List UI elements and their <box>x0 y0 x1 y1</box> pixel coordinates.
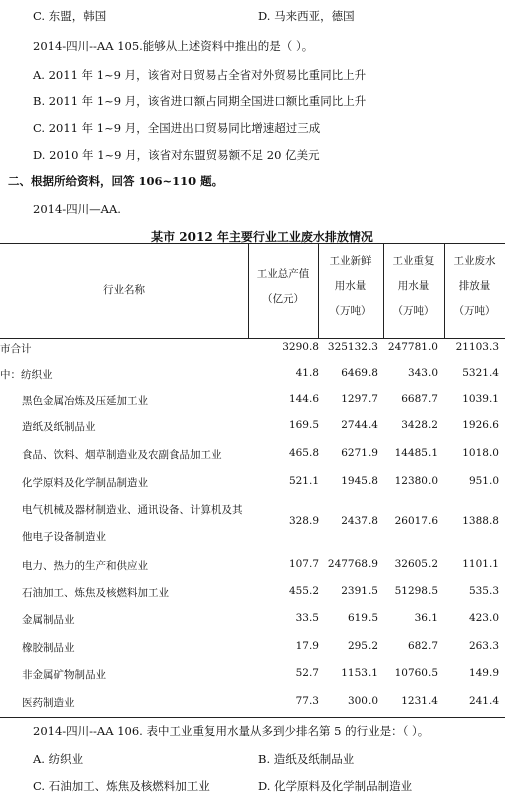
table-cell-value: 535.3 <box>468 585 499 597</box>
table-bottom-border <box>0 717 505 718</box>
table-cell-value: 21103.3 <box>455 341 499 353</box>
header-line: 用水量 <box>334 280 367 292</box>
table-cell-value: 465.8 <box>288 447 319 459</box>
header-line: 用水量 <box>397 280 430 292</box>
table-cell-value: 32605.2 <box>394 558 438 570</box>
table-cell-value: 619.5 <box>347 612 378 624</box>
table-row-name: 非金属矿物制品业 <box>22 669 106 681</box>
question-106-stem: 2014-四川--AA 106. 表中工业重复用水量从多到少排名第 5 的行业是：（ ）。 <box>33 724 430 738</box>
table-cell-value: 12380.0 <box>394 475 438 487</box>
table-cell-value: 169.5 <box>288 419 319 431</box>
table-top-border <box>0 243 505 244</box>
table-row-name: 市合计 <box>0 343 32 355</box>
table-row-name: 黑色金属冶炼及压延加工业 <box>22 395 148 407</box>
header-line: （万吨） <box>329 305 372 317</box>
question-105-option-a: A. 2011 年 1~9 月，该省对日贸易占全省对外贸易比重同比上升 <box>33 68 367 82</box>
table-cell-value: 77.3 <box>295 695 319 707</box>
table-cell-value: 17.9 <box>295 640 319 652</box>
header-line: 工业新鲜 <box>329 255 372 267</box>
table-cell-value: 41.8 <box>295 367 319 379</box>
table-cell-value: 1153.1 <box>341 667 378 679</box>
header-line: （万吨） <box>392 305 435 317</box>
table-cell-value: 1039.1 <box>462 393 499 405</box>
table-cell-value: 5321.4 <box>462 367 499 379</box>
option-d-prev: D. 马来西亚，德国 <box>258 9 355 23</box>
table-cell-value: 241.4 <box>468 695 499 707</box>
header-reuse-water <box>383 249 444 324</box>
table-cell-value: 295.2 <box>347 640 378 652</box>
table-cell-value: 328.9 <box>288 515 319 527</box>
table-cell-value: 33.5 <box>295 612 319 624</box>
table-cell-value: 51298.5 <box>394 585 438 597</box>
question-106-option-a: A. 纺织业 <box>33 752 84 766</box>
table-row-name: 石油加工、炼焦及核燃料加工业 <box>22 587 169 599</box>
header-wastewater <box>444 249 505 324</box>
question-106-option-c: C. 石油加工、炼焦及核燃料加工业 <box>33 779 210 793</box>
header-fresh-water <box>318 249 383 324</box>
table-row-name: 食品、饮料、烟草制造业及农副食品加工业 <box>22 449 222 461</box>
table-cell-value: 1018.0 <box>462 447 499 459</box>
header-line: 排放量 <box>458 280 491 292</box>
table-cell-value: 10760.5 <box>394 667 438 679</box>
question-106-option-d: D. 化学原料及化学制品制造业 <box>258 779 413 793</box>
table-row-name-cont: 他电子设备制造业 <box>22 531 106 543</box>
table-cell-value: 455.2 <box>288 585 319 597</box>
table-cell-value: 423.0 <box>468 612 499 624</box>
table-row-name: 电气机械及器材制造业、通讯设备、计算机及其 <box>22 504 243 516</box>
table-cell-value: 343.0 <box>407 367 438 379</box>
table-row-name: 电力、热力的生产和供应业 <box>22 560 148 572</box>
header-line: （亿元） <box>262 293 304 305</box>
table-cell-value: 521.1 <box>288 475 319 487</box>
question-105-option-b: B. 2011 年 1~9 月，该省进口额占同期全国进口额比重同比上升 <box>33 94 367 108</box>
table-cell-value: 2437.8 <box>341 515 378 527</box>
header-line: 工业废水 <box>453 255 496 267</box>
table-row-name: 中：纺织业 <box>0 369 53 381</box>
table-cell-value: 149.9 <box>468 667 499 679</box>
table-title: 某市 2012 年主要行业工业废水排放情况 <box>151 230 373 244</box>
table-cell-value: 682.7 <box>407 640 438 652</box>
table-header-border <box>0 338 505 339</box>
table-cell-value: 52.7 <box>295 667 319 679</box>
table-row-name: 金属制品业 <box>22 614 75 626</box>
table-cell-value: 300.0 <box>347 695 378 707</box>
table-cell-value: 951.0 <box>468 475 499 487</box>
question-106-option-b: B. 造纸及纸制品业 <box>258 752 355 766</box>
question-105-stem: 2014-四川--AA 105.能够从上述资料中推出的是（ ）。 <box>33 39 314 53</box>
table-cell-value: 3290.8 <box>282 341 319 353</box>
table-cell-value: 1926.6 <box>462 419 499 431</box>
table-cell-value: 6687.7 <box>401 393 438 405</box>
table-cell-value: 247781.0 <box>387 341 438 353</box>
table-cell-value: 263.3 <box>468 640 499 652</box>
table-cell-value: 325132.3 <box>327 341 378 353</box>
table-cell-value: 36.1 <box>414 612 438 624</box>
table-cell-value: 1388.8 <box>462 515 499 527</box>
header-industry-name: 行业名称 <box>103 284 145 296</box>
table-cell-value: 144.6 <box>288 393 319 405</box>
table-cell-value: 6469.8 <box>341 367 378 379</box>
table-cell-value: 1101.1 <box>462 558 499 570</box>
table-cell-value: 1945.8 <box>341 475 378 487</box>
table-cell-value: 2744.4 <box>341 419 378 431</box>
question-105-option-d: D. 2010 年 1~9 月，该省对东盟贸易额不足 20 亿美元 <box>33 148 320 162</box>
table-row-name: 造纸及纸制品业 <box>22 421 96 433</box>
table-row-name: 化学原料及化学制品制造业 <box>22 477 148 489</box>
section-heading: 二、根据所给资料，回答 106~110 题。 <box>8 174 224 188</box>
table-cell-value: 247768.9 <box>327 558 378 570</box>
header-line: 工业总产值 <box>256 268 310 280</box>
option-c-prev: C. 东盟，韩国 <box>33 9 107 23</box>
section-source: 2014-四川—AA. <box>33 202 121 216</box>
header-line: （万吨） <box>453 305 496 317</box>
table-cell-value: 107.7 <box>288 558 319 570</box>
table-row-name: 橡胶制品业 <box>22 642 75 654</box>
table-cell-value: 3428.2 <box>401 419 438 431</box>
table-cell-value: 14485.1 <box>394 447 438 459</box>
table-cell-value: 1231.4 <box>401 695 438 707</box>
header-output-value <box>248 262 318 312</box>
question-105-option-c: C. 2011 年 1~9 月，全国进出口贸易同比增速超过三成 <box>33 121 321 135</box>
table-cell-value: 2391.5 <box>341 585 378 597</box>
table-row-name: 医药制造业 <box>22 697 75 709</box>
table-cell-value: 26017.6 <box>394 515 438 527</box>
table-cell-value: 6271.9 <box>341 447 378 459</box>
header-line: 工业重复 <box>392 255 435 267</box>
table-cell-value: 1297.7 <box>341 393 378 405</box>
